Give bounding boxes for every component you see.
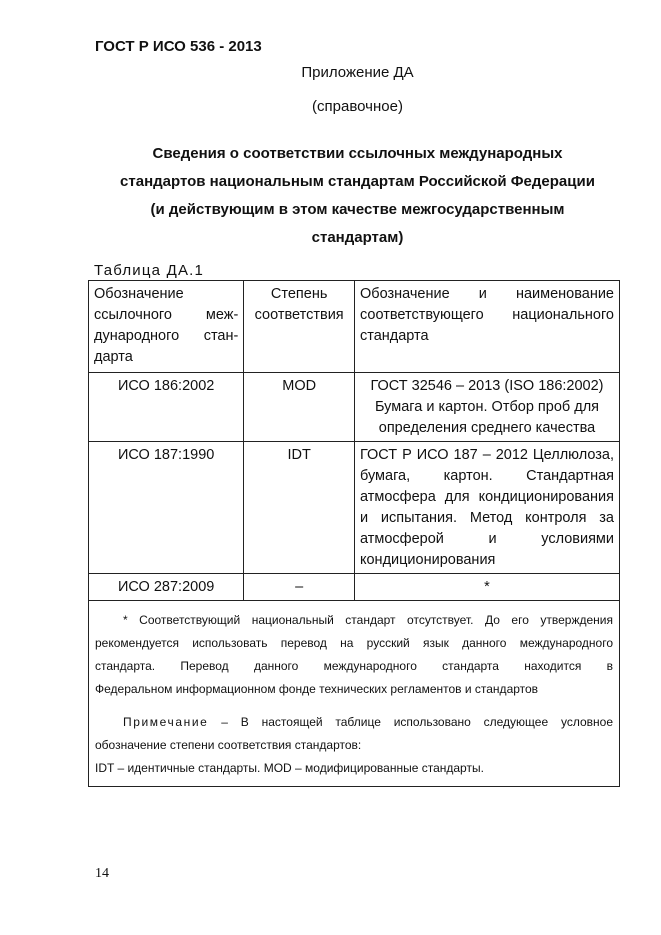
cell-degree: IDT bbox=[244, 442, 355, 574]
table-row bbox=[89, 373, 620, 442]
appendix-title-line: Сведения о соответствии ссылочных международных bbox=[152, 145, 563, 162]
table-row bbox=[89, 442, 620, 574]
cell-reference: ИСО 287:2009 bbox=[89, 574, 244, 601]
cell-degree: MOD bbox=[244, 373, 355, 442]
table-caption: Таблица ДА.1 bbox=[94, 262, 205, 279]
cell-national: ГОСТ 32546 – 2013 (ISO 186:2002) Бумага и картон. Отбор проб для определения среднего качества bbox=[354, 373, 619, 442]
correspondence-table bbox=[88, 280, 620, 787]
header-cell-national: Обозначение и наименование соответствующего национального стандарта bbox=[354, 281, 619, 373]
cell-national: * bbox=[354, 574, 619, 601]
footnote-line: Федеральном информационном фонде технических регламентов и стандартов bbox=[95, 682, 539, 696]
document-code: ГОСТ Р ИСО 536 - 2013 bbox=[95, 38, 262, 55]
cell-degree: – bbox=[244, 574, 355, 601]
header-cell-reference: Обозначение ссылочного меж-дународного стан-дарта bbox=[89, 281, 244, 373]
appendix-reference-type: (справочное) bbox=[312, 98, 403, 115]
table-notes-row bbox=[89, 601, 620, 787]
note-line bbox=[95, 711, 613, 734]
appendix-title-line: стандартам) bbox=[311, 229, 404, 246]
page-number: 14 bbox=[95, 866, 109, 881]
note-text: – В настоящей таблице использовано следующее условное bbox=[221, 715, 613, 729]
note-label: Примечание bbox=[123, 715, 209, 729]
header-cell-degree: Степень соответствия bbox=[244, 281, 355, 373]
appendix-title bbox=[90, 140, 625, 252]
appendix-title-line: стандартов национальным стандартам Российской Федерации bbox=[120, 173, 595, 190]
cell-reference: ИСО 187:1990 bbox=[89, 442, 244, 574]
footnote-line: * Соответствующий национальный стандарт отсутствует. До его утверждения bbox=[123, 613, 613, 627]
cell-reference: ИСО 186:2002 bbox=[89, 373, 244, 442]
appendix-label: Приложение ДА bbox=[301, 64, 414, 81]
table-notes bbox=[89, 601, 620, 787]
cell-national: ГОСТ Р ИСО 187 – 2012 Целлюлоза, бумага, картон. Стандартная атмосфера для кондиционирования и испытания. Метод контроля за атмосферой и условиями кондиционирования bbox=[354, 442, 619, 574]
table-row bbox=[89, 574, 620, 601]
note-line: обозначение степени соответствия стандартов: bbox=[95, 738, 362, 752]
note-line: IDT – идентичные стандарты. MOD – модифицированные стандарты. bbox=[95, 761, 484, 775]
footnote-line: рекомендуется использовать перевод на русский язык данного международного bbox=[95, 636, 613, 650]
footnote-line: стандарта. Перевод данного международного стандарта находится в bbox=[95, 659, 613, 673]
appendix-title-line: (и действующим в этом качестве межгосударственным bbox=[150, 201, 565, 218]
table-header-row bbox=[89, 281, 620, 373]
